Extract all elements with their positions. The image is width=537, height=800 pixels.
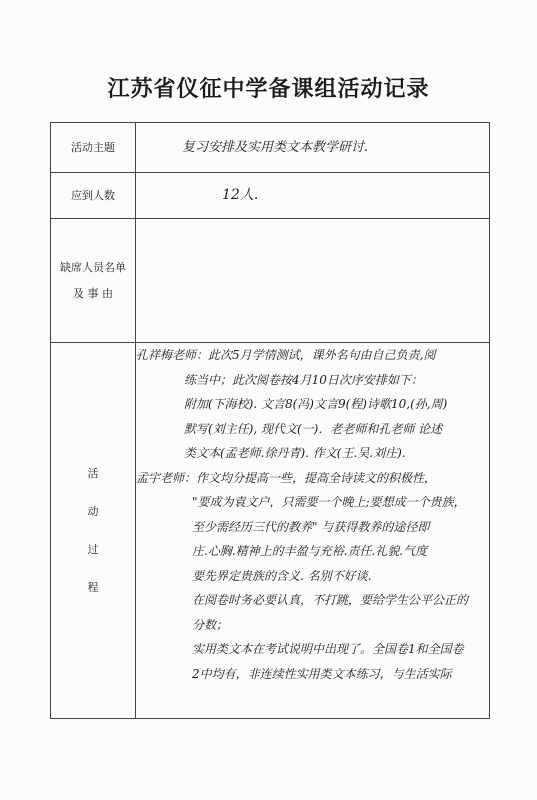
form-title: 江苏省仪征中学备课组活动记录 [107, 76, 430, 102]
process-line: 2中均有，非连续性实用类文本练习，与生活实际 [192, 666, 452, 681]
absent-label-line-1: 缺席人员名单 [60, 260, 126, 274]
process-label-cell [51, 343, 136, 719]
process-line: 默写(刘主任), 现代文(一)．老老师和孔老师 论述 [184, 421, 443, 436]
attendees-label: 应到人数 [51, 173, 136, 219]
attendees-value: 12人. [222, 187, 259, 203]
absent-label-cell [51, 219, 136, 343]
attendees-value-cell [136, 173, 490, 219]
absent-label-line-2: 及 事 由 [73, 286, 113, 300]
process-label-char: 过 [87, 542, 99, 556]
process-line: "要成为袁文户，只需要一个晚上;要想成一个贵族， [192, 495, 466, 509]
process-line: 附加(下海校). 文言8(冯)文言9(程)诗歌10,(孙,周) [184, 397, 448, 411]
absent-value-cell [136, 219, 490, 343]
process-line: 实用类文本在考试说明中出现了。全国卷1和全国卷 [192, 642, 464, 656]
process-label-char: 活 [87, 466, 99, 480]
record-table [50, 122, 490, 719]
topic-value-cell [136, 123, 490, 173]
process-line: 庄.心胸.精神上的丰盈与充裕.责任.礼貌.气度 [192, 544, 428, 558]
process-line: 分数； [192, 617, 229, 632]
process-line: 至少需经历三代的教养" 与获得教养的途径即 [192, 519, 430, 534]
process-line: 类文本(孟老师.徐丹青). 作文(王.吴.刘庄). [184, 446, 406, 460]
process-content [136, 343, 490, 719]
process-line: 孟宇老师：作文均分提高一些，提高全诗读文的积极性， [136, 470, 437, 485]
process-line: 练当中；此次阅卷按4月10日次序安排如下： [184, 372, 423, 387]
process-line: 在阅卷时务必要认真，不打跳，要给学生公平公正的 [192, 593, 469, 607]
process-label-char: 程 [87, 580, 99, 594]
topic-value: 复习安排及实用类文本教学研讨. [182, 140, 369, 155]
topic-label: 活动主题 [51, 123, 136, 173]
process-line: 要先界定贵族的含义. 名别不好谈. [192, 568, 372, 583]
process-line: 孔祥梅老师：此次5月学情测试，课外名句由自己负责,阅 [136, 348, 436, 362]
process-label-char: 动 [87, 504, 99, 518]
